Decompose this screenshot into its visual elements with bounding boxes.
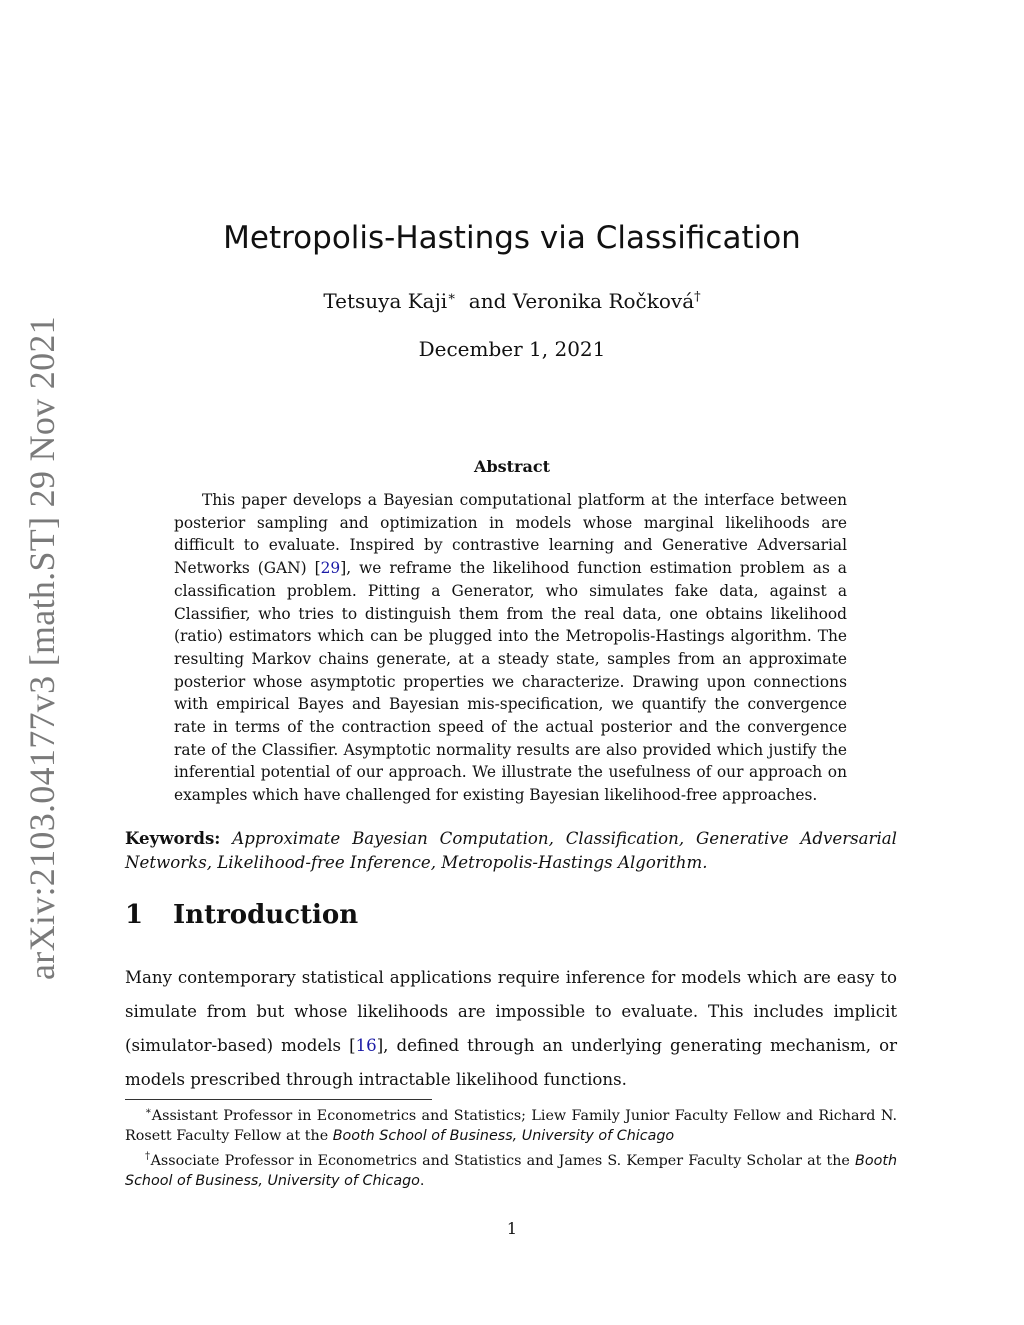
abstract-heading: Abstract xyxy=(474,457,550,476)
intro-text: Many contemporary statistical applications require inference for models which are easy to simulate from but whose likelihoods are impossible to evaluate. This includes implicit (simulator-based) models [ xyxy=(125,968,897,1055)
citation-link[interactable]: 29 xyxy=(320,559,341,578)
footnote-mark: † xyxy=(145,1150,151,1162)
author-conjunction: and xyxy=(468,289,507,313)
author-name: Tetsuya Kaji xyxy=(323,289,448,313)
keywords-list: Approximate Bayesian Computation, Classification, Generative Adversarial Networks, Likelihood-free Inference, Metropolis-Hastings Algorithm. xyxy=(125,829,897,872)
keywords xyxy=(125,826,897,875)
footnote-end: . xyxy=(419,1173,425,1190)
arxiv-side-stamp: arXiv:2103.04177v3 [math.ST] 29 Nov 2021 xyxy=(22,316,62,980)
citation-link[interactable]: 16 xyxy=(355,1036,377,1055)
keywords-label: Keywords: xyxy=(125,828,221,848)
footnote-text: Associate Professor in Econometrics and Statistics and James S. Kemper Faculty Scholar at the xyxy=(150,1152,856,1169)
footnote-affiliation: Booth School of Business, University of Chicago xyxy=(125,1152,898,1190)
footnote-mark: ∗ xyxy=(145,1106,152,1117)
page-number: 1 xyxy=(506,1219,518,1238)
footnote-2 xyxy=(125,1147,897,1192)
intro-text: ], defined through an underlying generating mechanism, or models prescribed through intractable likelihood functions. xyxy=(125,1036,897,1089)
footnote-mark[interactable]: ∗ xyxy=(447,289,457,305)
footnote-rule xyxy=(125,1099,432,1100)
footnotes xyxy=(125,1102,897,1192)
footnote-mark[interactable]: † xyxy=(694,289,701,305)
abstract-body xyxy=(174,489,847,807)
intro-paragraph xyxy=(125,961,897,1097)
footnote-affiliation: Booth School of Business, University of Chicago xyxy=(332,1128,675,1145)
section-heading xyxy=(125,900,358,930)
paper-date: December 1, 2021 xyxy=(418,337,606,361)
author-name: Veronika Ročková xyxy=(512,289,695,313)
abstract-text: This paper develops a Bayesian computational platform at the interface between posterior sampling and optimization in models whose marginal likelihoods are difficult to evaluate. Inspired by contrastive learning and Generative Adversarial Networks (GAN) [ xyxy=(174,491,847,578)
paper-title: Metropolis-Hastings via Classification xyxy=(223,220,801,256)
footnote-text: Assistant Professor in Econometrics and Statistics; Liew Family Junior Faculty Fellow and Richard N. Rosett Faculty Fellow at the xyxy=(125,1107,897,1145)
section-number: 1 xyxy=(125,900,144,930)
section-title: Introduction xyxy=(173,900,359,930)
abstract-text: ], we reframe the likelihood function estimation problem as a classification problem. Pitting a Generator, who simulates fake data, against a Classifier, who tries to distinguish them from the real data, one obtains likelihood (ratio) estimators which can be plugged into the Metropolis-Hastings algorithm. The resulting Markov chains generate, at a steady state, samples from an approximate posterior whose asymptotic properties we characterize. Drawing upon connections with empirical Bayes and Bayesian mis-specification, we quantify the convergence rate in terms of the contraction speed of the actual posterior and the convergence rate of the Classifier. Asymptotic normality results are also provided which justify the inferential potential of our approach. We illustrate the usefulness of our approach on examples which have challenged for existing Bayesian likelihood-free approaches. xyxy=(174,559,847,805)
footnote-1 xyxy=(125,1102,897,1147)
author-line xyxy=(0,289,1024,313)
